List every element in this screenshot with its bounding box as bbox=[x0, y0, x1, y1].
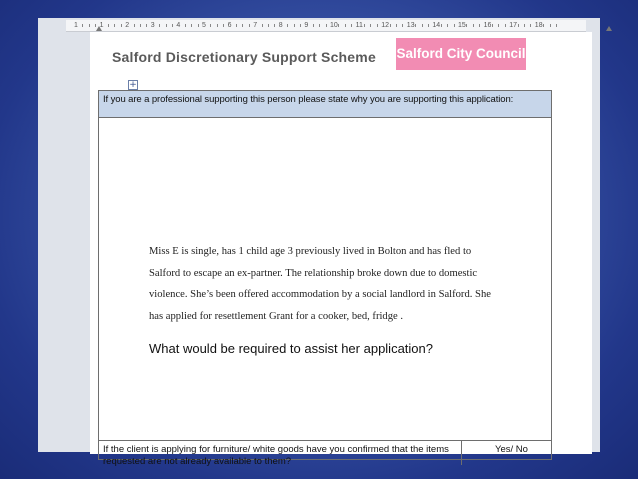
ruler-tick bbox=[370, 24, 371, 27]
ruler-tick bbox=[466, 24, 467, 27]
ruler-tick bbox=[556, 24, 557, 27]
ruler-tick bbox=[223, 24, 224, 27]
ruler-tick bbox=[338, 24, 339, 27]
ruler-number: 13 bbox=[406, 22, 415, 29]
ruler-number: 14 bbox=[432, 22, 441, 29]
document-page[interactable] bbox=[90, 32, 592, 467]
ruler-tick bbox=[518, 24, 519, 27]
ruler-tick bbox=[441, 24, 442, 27]
ruler-tick bbox=[262, 24, 263, 27]
ruler-tick bbox=[479, 24, 480, 27]
ruler-tick bbox=[447, 24, 448, 27]
ruler-tick bbox=[198, 24, 199, 27]
ruler-tick bbox=[274, 24, 275, 27]
furniture-question: If the client is applying for furniture/ white goods have you confirmed that the items requested are not already available to them? bbox=[103, 444, 449, 467]
ruler-tick bbox=[146, 24, 147, 27]
ruler-tick bbox=[294, 24, 295, 27]
ruler-tick bbox=[82, 24, 83, 27]
ruler-number: 9 bbox=[304, 22, 309, 29]
ruler-number: 7 bbox=[253, 22, 258, 29]
ruler-tick bbox=[498, 24, 499, 27]
ruler-number: 16 bbox=[483, 22, 492, 29]
ruler-tick bbox=[185, 24, 186, 27]
ruler-number: 1 bbox=[99, 22, 104, 29]
ruler-tick bbox=[159, 24, 160, 27]
ruler-tick bbox=[422, 24, 423, 27]
case-line: violence. She’s been offered accommodation by a social landlord in Salford. She bbox=[149, 289, 491, 300]
ruler-tick bbox=[217, 24, 218, 27]
ruler-tick bbox=[473, 24, 474, 27]
yes-no-field[interactable]: Yes/ No bbox=[495, 444, 528, 455]
ruler-tick bbox=[428, 24, 429, 27]
ruler-tick bbox=[319, 24, 320, 27]
ruler-number: 12 bbox=[381, 22, 389, 29]
ruler-tick bbox=[454, 24, 455, 27]
ruler-tick bbox=[268, 24, 269, 27]
ruler-tick bbox=[364, 24, 365, 27]
ruler-tick bbox=[524, 24, 525, 27]
ruler-number: 18 bbox=[534, 22, 543, 29]
ruler-tick bbox=[345, 24, 346, 27]
ruler-number: 11 bbox=[355, 22, 363, 29]
council-logo: Salford City Council bbox=[396, 38, 526, 70]
form-table bbox=[98, 90, 552, 467]
section-header bbox=[99, 91, 551, 118]
furniture-confirmation-row bbox=[99, 440, 551, 465]
ruler-number: 10 bbox=[330, 22, 338, 29]
right-indent-marker[interactable] bbox=[606, 26, 612, 31]
ruler-tick bbox=[313, 24, 314, 27]
ruler-tick bbox=[242, 24, 243, 27]
ruler-tick bbox=[300, 24, 301, 27]
document-title: Salford Discretionary Support Scheme bbox=[112, 49, 376, 65]
ruler-tick bbox=[121, 24, 122, 27]
ruler-number: 1 bbox=[74, 22, 78, 29]
ruler-number: 2 bbox=[125, 22, 130, 29]
ruler-number: 5 bbox=[202, 22, 206, 29]
ruler-number: 15 bbox=[458, 22, 466, 29]
ruler-tick bbox=[134, 24, 135, 27]
ruler-tick bbox=[249, 24, 250, 27]
ruler-tick bbox=[492, 24, 493, 27]
ruler-tick bbox=[550, 24, 551, 27]
cell-divider bbox=[461, 441, 462, 465]
ruler-tick bbox=[505, 24, 506, 27]
ruler-tick bbox=[191, 24, 192, 27]
ruler-tick bbox=[89, 24, 90, 27]
ruler-tick bbox=[377, 24, 378, 27]
prompt-question: What would be required to assist her application? bbox=[149, 341, 433, 356]
ruler-tick bbox=[351, 24, 352, 27]
section-header-text: If you are a professional supporting this person please state why you are supporting this application: bbox=[103, 94, 514, 105]
ruler-tick bbox=[114, 24, 115, 27]
ruler-tick bbox=[543, 24, 544, 27]
ruler-tick bbox=[95, 24, 96, 27]
ruler-number: 8 bbox=[278, 22, 283, 29]
ruler-tick bbox=[166, 24, 167, 27]
ruler-tick bbox=[287, 24, 288, 27]
ruler-tick bbox=[326, 24, 327, 27]
ruler-tick bbox=[390, 24, 391, 27]
ruler-number: 17 bbox=[509, 22, 517, 29]
horizontal-ruler[interactable] bbox=[66, 20, 586, 32]
slide-panel bbox=[38, 18, 600, 467]
ruler-number: 6 bbox=[227, 22, 232, 29]
ruler-number: 4 bbox=[176, 22, 181, 29]
case-line: Miss E is single, has 1 child age 3 previously lived in Bolton and has fled to bbox=[149, 246, 472, 257]
ruler-tick bbox=[236, 24, 237, 27]
ruler-tick bbox=[402, 24, 403, 27]
case-line: has applied for resettlement Grant for a cooker, bed, fridge . bbox=[149, 310, 404, 322]
ruler-tick bbox=[108, 24, 109, 27]
case-line: Salford to escape an ex-partner. The relationship broke down due to domestic bbox=[149, 267, 478, 279]
ruler-tick bbox=[210, 24, 211, 27]
table-move-handle-icon[interactable]: + bbox=[129, 80, 137, 90]
ruler-tick bbox=[530, 24, 531, 27]
ruler-tick bbox=[415, 24, 416, 27]
ruler-tick bbox=[172, 24, 173, 27]
ruler-tick bbox=[396, 24, 397, 27]
ruler-number: 3 bbox=[150, 22, 155, 29]
case-description[interactable] bbox=[149, 241, 529, 327]
ruler-tick bbox=[140, 24, 141, 27]
